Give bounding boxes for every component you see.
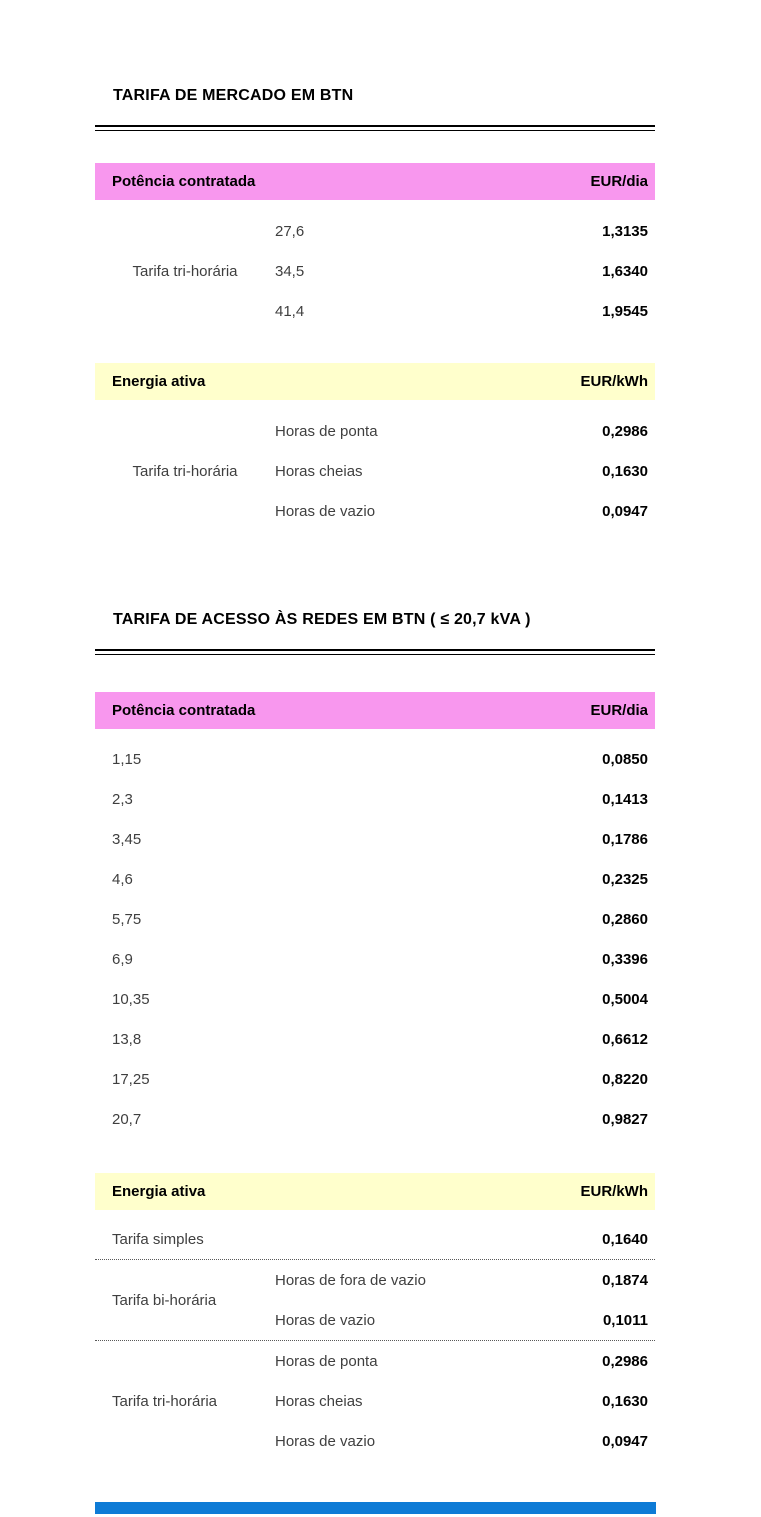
section1-potencia-header-unit: EUR/dia (590, 173, 648, 190)
section2-energia-header-unit: EUR/kWh (580, 1183, 648, 1200)
price-value: 0,6612 (602, 1030, 648, 1048)
double-rule-divider-2 (95, 649, 655, 655)
section1-energia-header-unit: EUR/kWh (580, 373, 648, 390)
power-value: 10,35 (112, 990, 150, 1008)
table-row (275, 411, 655, 451)
section2-energia-rows (95, 1219, 655, 1461)
period-label: Horas de ponta (275, 1352, 378, 1370)
price-value: 0,0850 (602, 750, 648, 768)
table-row (275, 1421, 655, 1461)
section1-energia-header-label: Energia ativa (112, 373, 206, 390)
section1-energia-group (95, 411, 655, 531)
section1-potencia-header-row (95, 163, 655, 200)
section2-potencia-header-unit: EUR/dia (590, 702, 648, 719)
table-row (95, 1019, 655, 1059)
section1-potencia-header-label: Potência contratada (112, 173, 256, 190)
period-label: Horas de vazio (275, 502, 376, 520)
section2-title: TARIFA DE ACESSO ÀS REDES EM BTN ( ≤ 20,7 kVA ) (113, 611, 531, 628)
table-row (95, 819, 655, 859)
tarifa-bi-horaria-label: Tarifa bi-horária (112, 1291, 217, 1309)
power-value: 2,3 (112, 790, 133, 808)
power-value: 20,7 (112, 1110, 142, 1128)
tarifa-simples-row (95, 1219, 655, 1260)
table-row (95, 899, 655, 939)
power-value: 27,6 (275, 222, 305, 240)
price-value: 0,2986 (602, 1352, 648, 1370)
price-value: 0,0947 (602, 1432, 648, 1450)
section1-potencia-rows (275, 211, 655, 331)
table-row (275, 1341, 655, 1381)
tarifa-tri-horaria-label: Tarifa tri-horária (112, 1392, 218, 1410)
section2-potencia-rows (95, 739, 655, 1139)
table-row (95, 1099, 655, 1139)
section1-potencia-group (95, 211, 655, 331)
tarifa-bi-horaria-group (95, 1260, 655, 1341)
table-row (275, 491, 655, 531)
price-value: 0,1011 (602, 1311, 648, 1329)
section1-energia-header-row (95, 363, 655, 400)
table-row (275, 291, 655, 331)
price-value: 0,1630 (602, 1392, 648, 1410)
section1-title: TARIFA DE MERCADO EM BTN (113, 87, 354, 104)
table-row (275, 451, 655, 491)
price-value: 0,1786 (602, 830, 648, 848)
period-label: Horas de vazio (275, 1311, 376, 1329)
section1-energia-group-label: Tarifa tri-horária (132, 462, 238, 480)
period-label: Horas de fora de vazio (275, 1271, 426, 1289)
section2-energia-header-label: Energia ativa (112, 1183, 206, 1200)
power-value: 5,75 (112, 910, 142, 928)
section2-energia-header-row (95, 1173, 655, 1210)
section1-potencia-group-label: Tarifa tri-horária (132, 262, 238, 280)
price-value: 0,2325 (602, 870, 648, 888)
price-value: 0,1630 (602, 462, 648, 480)
price-value: 1,6340 (602, 262, 648, 280)
price-value: 0,1413 (602, 790, 648, 808)
power-value: 3,45 (112, 830, 142, 848)
power-value: 1,15 (112, 750, 142, 768)
table-row (275, 1300, 655, 1340)
period-label: Horas de vazio (275, 1432, 376, 1450)
table-row (95, 779, 655, 819)
table-row (95, 1059, 655, 1099)
table-row (275, 211, 655, 251)
table-row (275, 1381, 655, 1421)
section2-potencia-header-label: Potência contratada (112, 702, 256, 719)
power-value: 34,5 (275, 262, 305, 280)
section1-energia-rows (275, 411, 655, 531)
power-value: 4,6 (112, 870, 133, 888)
power-value: 41,4 (275, 302, 305, 320)
price-value: 0,9827 (602, 1110, 648, 1128)
price-value: 0,2986 (602, 422, 648, 440)
price-value: 0,5004 (602, 990, 648, 1008)
price-value: 0,1874 (602, 1271, 648, 1289)
bottom-accent-bar (95, 1502, 656, 1514)
price-value: 0,3396 (602, 950, 648, 968)
table-row (95, 979, 655, 1019)
period-label: Horas cheias (275, 462, 363, 480)
period-label: Horas de ponta (275, 422, 378, 440)
price-value: 1,9545 (602, 302, 648, 320)
price-value: 1,3135 (602, 222, 648, 240)
power-value: 17,25 (112, 1070, 150, 1088)
price-value: 0,1640 (602, 1230, 648, 1248)
table-row (95, 939, 655, 979)
power-value: 6,9 (112, 950, 133, 968)
table-row (275, 1260, 655, 1300)
period-label: Horas cheias (275, 1392, 363, 1410)
tariff-label: Tarifa simples (112, 1230, 204, 1248)
price-value: 0,0947 (602, 502, 648, 520)
tarifa-tri-horaria-group (95, 1341, 655, 1461)
sheet-content (95, 0, 655, 1461)
double-rule-divider-1 (95, 125, 655, 131)
price-value: 0,2860 (602, 910, 648, 928)
table-row (275, 251, 655, 291)
table-row (95, 739, 655, 779)
power-value: 13,8 (112, 1030, 142, 1048)
section2-potencia-header-row (95, 692, 655, 729)
price-value: 0,8220 (602, 1070, 648, 1088)
table-row (95, 859, 655, 899)
